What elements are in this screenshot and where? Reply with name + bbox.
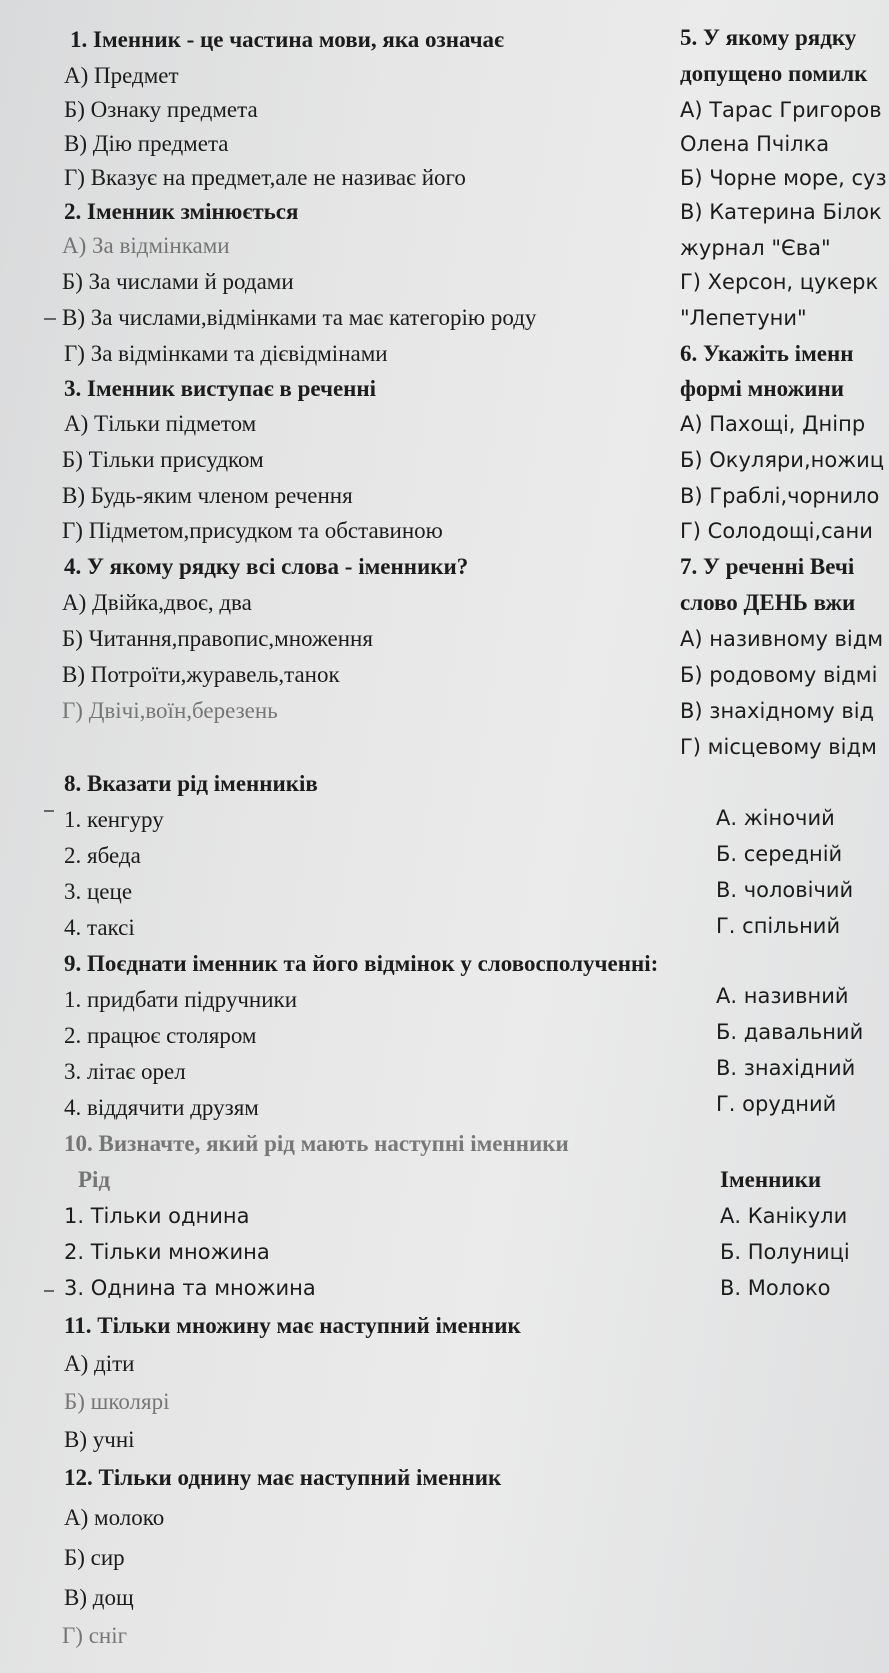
q1-option-a: А) Предмет — [64, 63, 179, 88]
q8-noun-4: 4. таксі — [64, 915, 135, 940]
q3-option-a: А) Тільки підметом — [64, 411, 257, 436]
question-2-title: 2. Іменник змінюється — [64, 199, 299, 224]
q10-right-header: Іменники — [720, 1167, 822, 1192]
question-7-title-cont: слово ДЕНЬ вжи — [680, 590, 856, 615]
q3-option-b: Б) Тільки присудком — [62, 447, 264, 472]
pen-mark — [44, 810, 54, 812]
q10-item-1: 1. Тільки однина — [64, 1204, 250, 1228]
q5-option-d-cont: "Лепетуни" — [680, 306, 807, 330]
q5-option-a-cont: Олена Пчілка — [680, 132, 830, 156]
question-5-title-cont: допущено помилк — [680, 61, 868, 86]
q5-option-b: Б) Чорне море, суз — [680, 166, 887, 190]
q1-option-d: Г) Вказує на предмет,але не називає його — [64, 165, 466, 190]
q9-case-a: А. називний — [716, 984, 849, 1008]
q1-option-b: Б) Ознаку предмета — [64, 97, 258, 122]
q8-noun-2: 2. ябеда — [64, 843, 141, 868]
q4-option-c: В) Потроїти,журавель,танок — [62, 662, 340, 687]
q10-left-header: Рід — [78, 1167, 111, 1192]
q4-option-d: Г) Двічі,воїн,березень — [62, 698, 278, 723]
q5-option-c-cont: журнал "Єва" — [680, 236, 831, 260]
question-5-title: 5. У якому рядку — [680, 25, 857, 50]
q12-option-c: В) дощ — [64, 1585, 134, 1610]
q3-option-d: Г) Підметом,присудком та обставиною — [62, 518, 443, 543]
question-6-title: 6. Укажіть іменн — [680, 341, 854, 366]
q10-noun-c: В. Молоко — [720, 1276, 831, 1300]
q12-option-a: А) молоко — [64, 1505, 165, 1530]
q7-option-a: А) називному відм — [680, 627, 884, 651]
q4-option-a: А) Двійка,двоє, два — [62, 590, 252, 615]
question-1-title: 1. Іменник - це частина мови, яка означає — [70, 27, 504, 52]
question-6-title-cont: формі множини — [680, 376, 844, 401]
q6-option-a: А) Пахощі, Дніпр — [680, 412, 866, 436]
q10-noun-a: А. Канікули — [720, 1204, 848, 1228]
q7-option-d: Г) місцевому відм — [680, 735, 877, 759]
q5-option-a: А) Тарас Григоров — [680, 98, 882, 122]
q8-gender-a: А. жіночий — [716, 806, 835, 830]
q8-gender-d: Г. спільний — [716, 914, 841, 938]
pen-mark — [44, 1290, 54, 1292]
q9-case-d: Г. орудний — [716, 1092, 837, 1116]
q4-option-b: Б) Читання,правопис,множення — [62, 626, 373, 651]
q8-gender-c: В. чоловічий — [716, 878, 854, 902]
question-11-title: 11. Тільки множину має наступний іменник — [64, 1313, 521, 1338]
q11-option-c: В) учні — [64, 1427, 135, 1452]
question-9-title: 9. Поєднати іменник та його відмінок у словосполученні: — [64, 951, 659, 976]
pen-mark — [44, 318, 56, 320]
q2-option-a: А) За відмінками — [62, 233, 230, 258]
q7-option-c: В) знахідному від — [680, 699, 875, 723]
question-8-title: 8. Вказати рід іменників — [64, 771, 318, 796]
q1-option-c: В) Дію предмета — [64, 131, 229, 156]
q8-noun-1: 1. кенгуру — [64, 807, 164, 832]
q6-option-c: В) Граблі,чорнило — [680, 484, 880, 508]
q5-option-c: В) Катерина Білок — [680, 200, 882, 224]
question-7-title: 7. У реченні Вечі — [680, 554, 855, 579]
q10-item-3: 3. Однина та множина — [64, 1276, 316, 1300]
q5-option-d: Г) Херсон, цукерк — [680, 270, 879, 294]
q12-option-b: Б) сир — [64, 1545, 125, 1570]
q9-phrase-4: 4. віддячити друзям — [64, 1095, 259, 1120]
q7-option-b: Б) родовому відмі — [680, 663, 878, 687]
question-10-title: 10. Визначте, який рід мають наступні іменники — [64, 1131, 569, 1156]
q2-option-b: Б) За числами й родами — [62, 269, 294, 294]
q9-phrase-2: 2. працює столяром — [64, 1023, 257, 1048]
q10-item-2: 2. Тільки множина — [64, 1240, 270, 1264]
q8-noun-3: 3. цеце — [64, 879, 133, 904]
q9-case-c: В. знахідний — [716, 1056, 856, 1080]
q6-option-d: Г) Солодощі,сани — [680, 519, 873, 543]
question-12-title: 12. Тільки однину має наступний іменник — [64, 1465, 502, 1490]
q3-option-c: В) Будь-яким членом речення — [62, 483, 353, 508]
q12-option-d: Г) сніг — [62, 1623, 128, 1648]
q2-option-d: Г) За відмінками та дієвідмінами — [64, 341, 388, 366]
q8-gender-b: Б. середній — [716, 842, 843, 866]
q11-option-a: А) діти — [64, 1351, 135, 1376]
q10-noun-b: Б. Полуниці — [720, 1240, 850, 1264]
q9-phrase-3: 3. літає орел — [64, 1059, 186, 1084]
q9-phrase-1: 1. придбати підручники — [64, 987, 298, 1012]
q2-option-c: В) За числами,відмінками та має категорію роду — [62, 305, 537, 330]
q11-option-b: Б) школярі — [64, 1389, 170, 1414]
question-4-title: 4. У якому рядку всі слова - іменники? — [64, 554, 469, 579]
q6-option-b: Б) Окуляри,ножиц — [680, 448, 885, 472]
q9-case-b: Б. давальний — [716, 1020, 864, 1044]
question-3-title: 3. Іменник виступає в реченні — [64, 376, 377, 401]
